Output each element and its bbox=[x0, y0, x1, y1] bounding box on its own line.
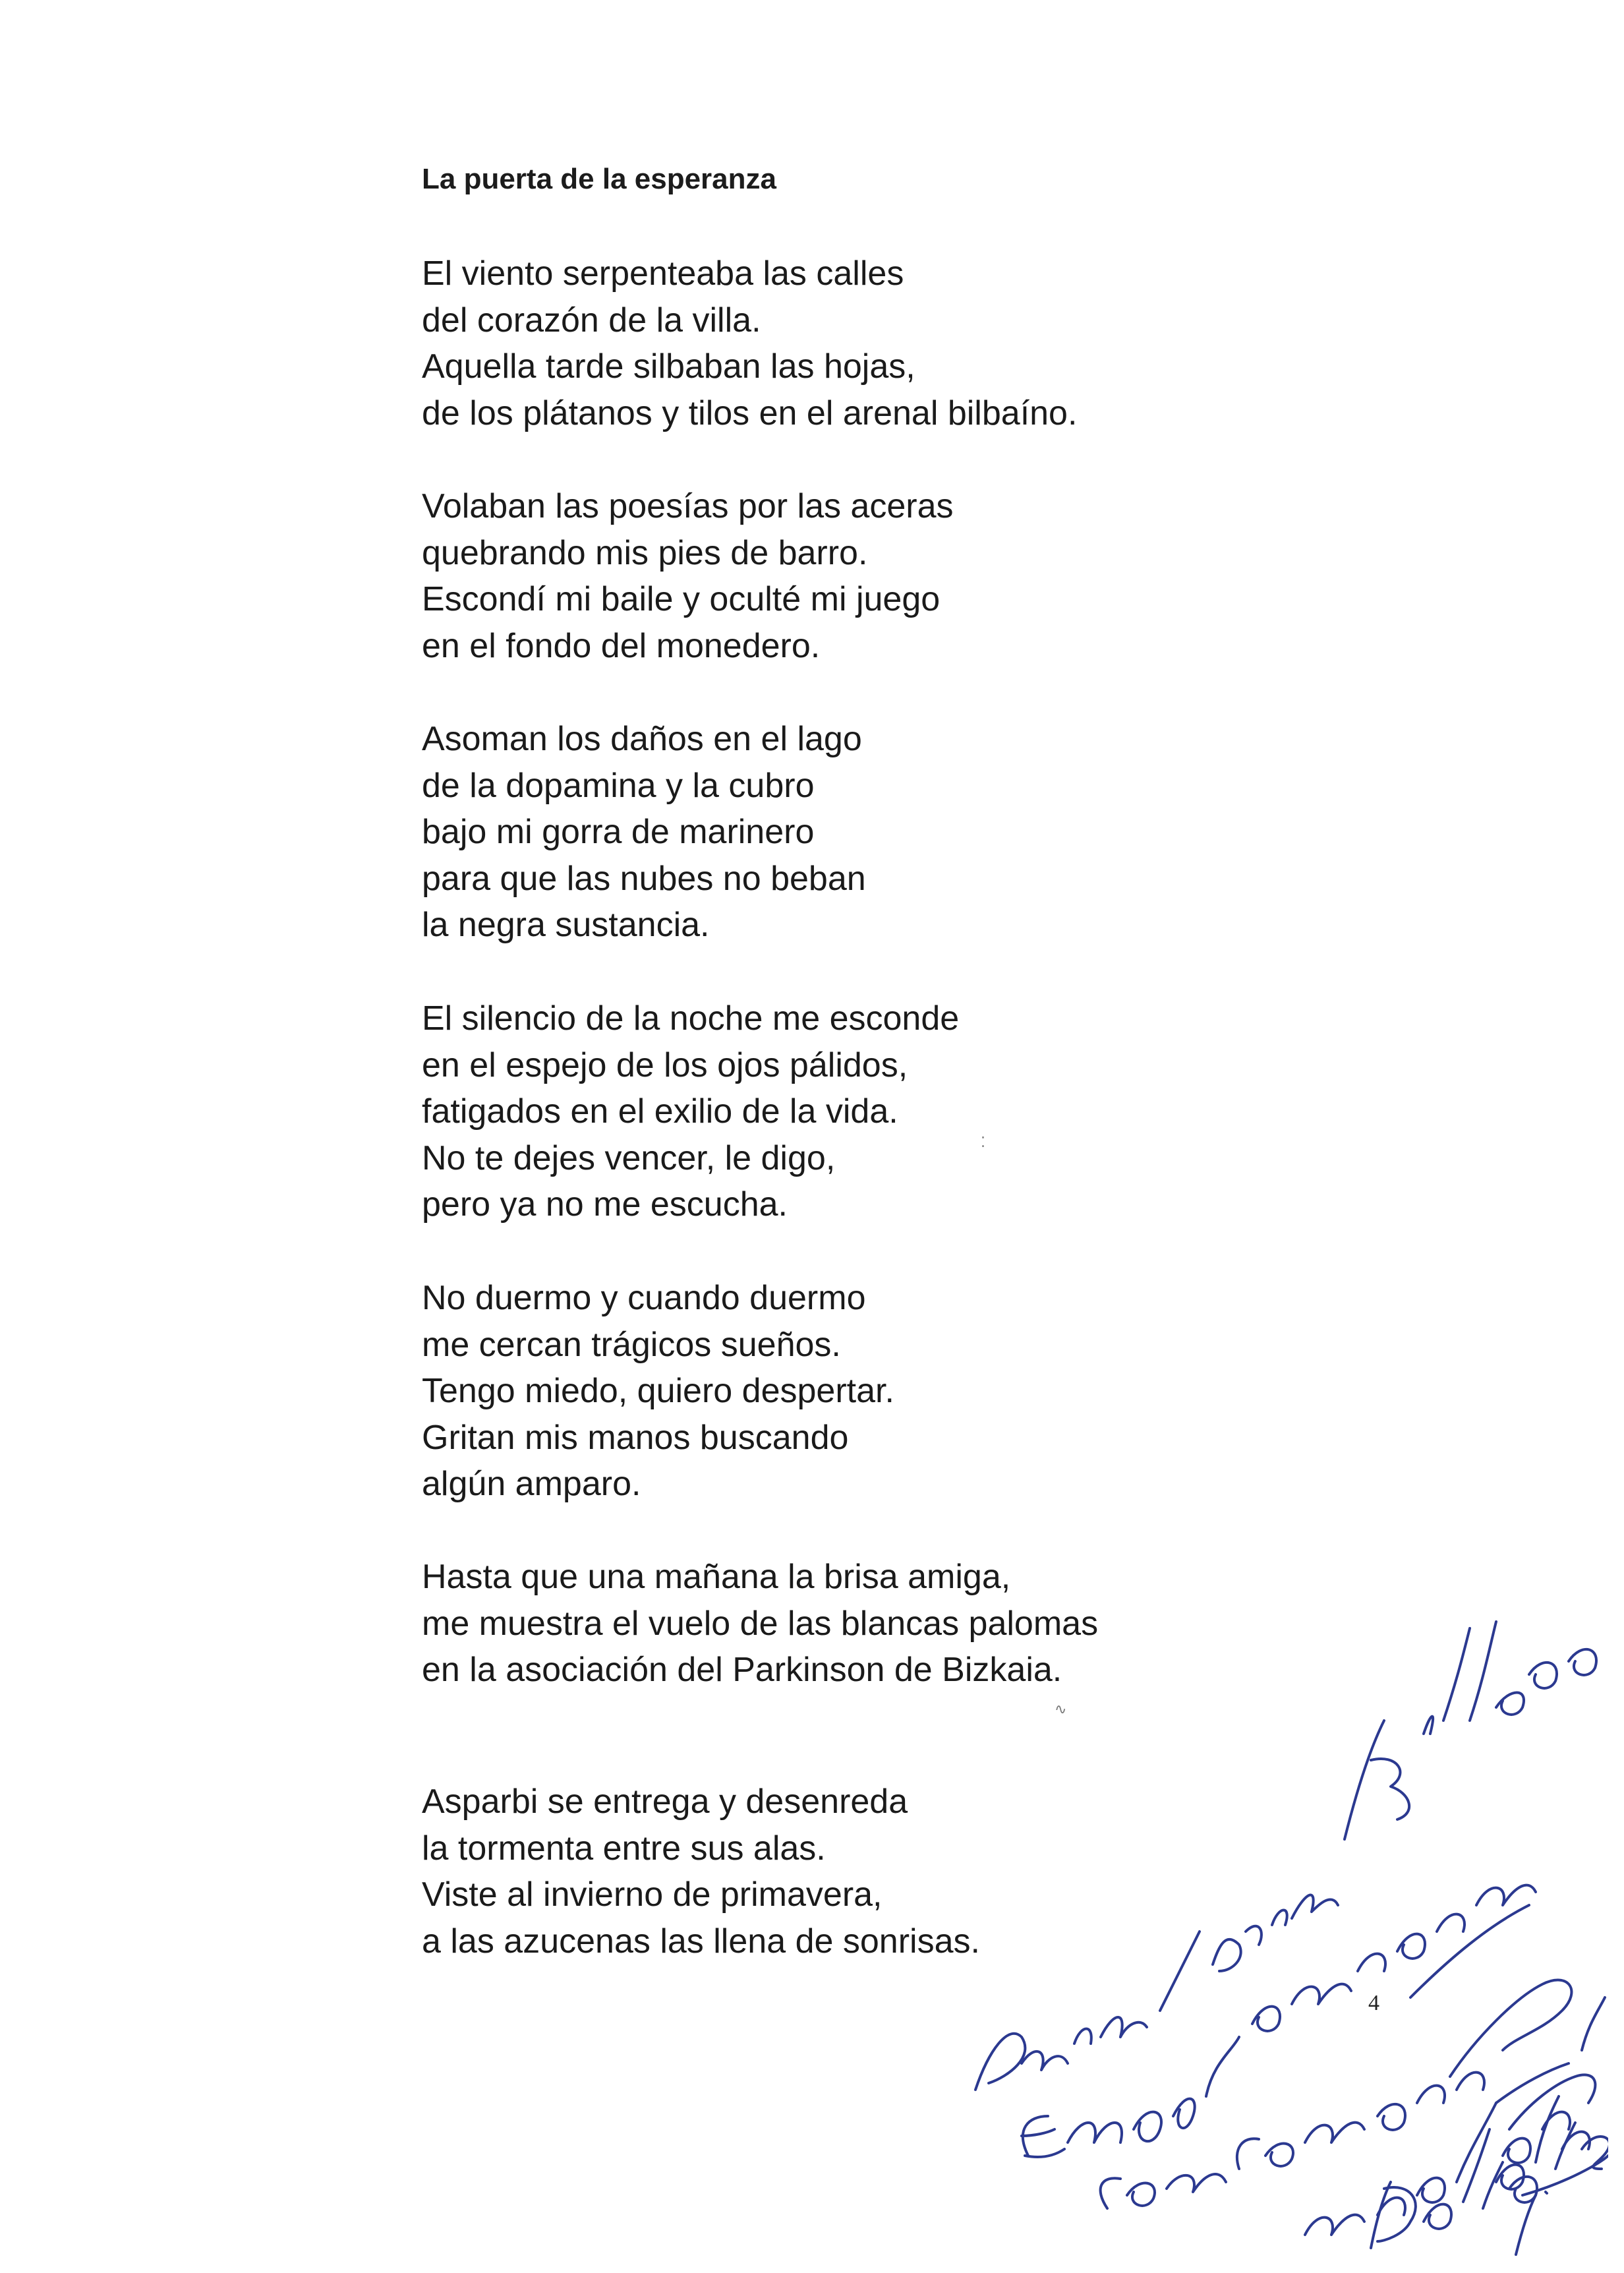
poem-line: Escondí mi baile y oculté mi juego bbox=[422, 580, 941, 618]
poem-line: para que las nubes no beban bbox=[422, 859, 866, 898]
poem-line: del corazón de la villa. bbox=[422, 301, 761, 339]
poem-line: en el espejo de los ojos pálidos, bbox=[422, 1046, 908, 1084]
handwritten-dedication bbox=[949, 1536, 1608, 2261]
poem-line: No te dejes vencer, le digo, bbox=[422, 1138, 836, 1177]
stanza bbox=[422, 716, 866, 949]
scan-speck: ∿ bbox=[1055, 1701, 1067, 1717]
poem-line: Tengo miedo, quiero despertar. bbox=[422, 1372, 894, 1410]
poem-title: La puerta de la esperanza bbox=[422, 163, 776, 195]
stanza bbox=[422, 1275, 894, 1508]
scan-speck: ⁚ bbox=[981, 1134, 985, 1150]
poem-line: Aquella tarde silbaban las hojas, bbox=[422, 347, 915, 386]
poem-line: quebrando mis pies de barro. bbox=[422, 533, 868, 572]
page-number: 4 bbox=[1368, 1991, 1379, 2015]
stanza bbox=[422, 995, 959, 1228]
poem-line: El silencio de la noche me esconde bbox=[422, 999, 960, 1038]
poem-line: Volaban las poesías por las aceras bbox=[422, 487, 954, 525]
poem-line: Asoman los daños en el lago bbox=[422, 720, 862, 758]
stanza bbox=[422, 1779, 980, 1964]
poem-line: me muestra el vuelo de las blancas palomas bbox=[422, 1604, 1099, 1643]
poem-line: bajo mi gorra de marinero bbox=[422, 813, 815, 851]
poem-line: Viste al invierno de primavera, bbox=[422, 1875, 883, 1914]
poem-line: a las azucenas las llena de sonrisas. bbox=[422, 1922, 980, 1961]
stanza bbox=[422, 483, 954, 669]
poem-line: algún amparo. bbox=[422, 1465, 641, 1503]
poem-line: Asparbi se entrega y desenreda bbox=[422, 1783, 908, 1821]
poem-line: me cercan trágicos sueños. bbox=[422, 1325, 841, 1364]
poem-line: de los plátanos y tilos en el arenal bilbaíno. bbox=[422, 394, 1078, 432]
poem-line: No duermo y cuando duermo bbox=[422, 1279, 866, 1317]
stanza bbox=[422, 251, 1077, 436]
poem-line: Hasta que una mañana la brisa amiga, bbox=[422, 1558, 1011, 1596]
poem-line: Gritan mis manos buscando bbox=[422, 1418, 849, 1457]
poem-line: la tormenta entre sus alas. bbox=[422, 1829, 826, 1868]
poem-line: pero ya no me escucha. bbox=[422, 1185, 788, 1224]
poem-line: la negra sustancia. bbox=[422, 906, 710, 944]
poem-line: El viento serpenteaba las calles bbox=[422, 254, 904, 293]
poem-line: en el fondo del monedero. bbox=[422, 626, 821, 665]
poem-line: de la dopamina y la cubro bbox=[422, 766, 815, 805]
poem-line: fatigados en el exilio de la vida. bbox=[422, 1092, 898, 1131]
poem-line: en la asociación del Parkinson de Bizkaia. bbox=[422, 1651, 1062, 1689]
